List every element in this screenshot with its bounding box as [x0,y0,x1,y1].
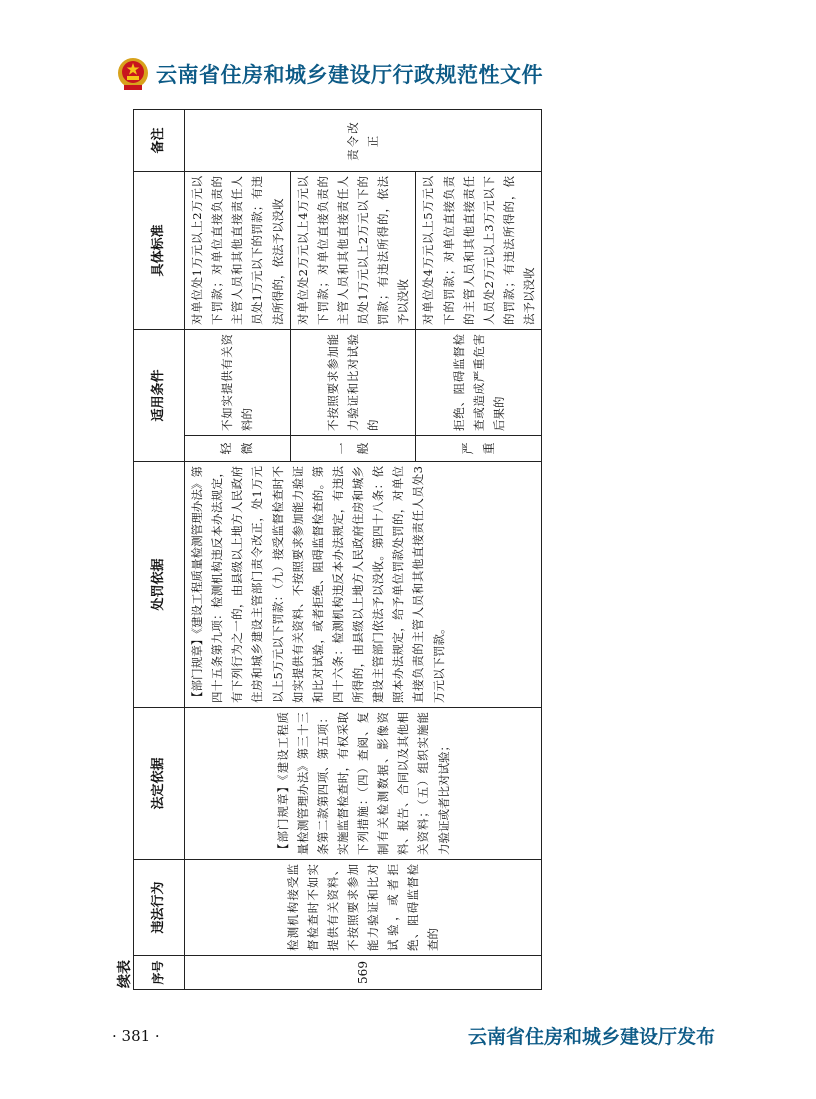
col-header-seq: 序号 [134,956,185,990]
col-header-condition: 适用条件 [134,329,185,461]
cell-condition-minor: 不如实提供有关资料的 [185,329,291,435]
col-header-act: 违法行为 [134,860,185,956]
cell-standard-minor: 对单位处1万元以上2万元以下罚款；对单位直接负责的主管人员和其他直接责任人员处1万元以下的罚款；有违法所得的，依法予以没收 [185,171,291,329]
page-number: · 381 · [112,1027,160,1045]
document-series-title: 云南省住房和城乡建设厅行政规范性文件 [156,63,543,87]
cell-penalty-basis: 【部门规章】《建设工程质量检测管理办法》第四十五条第九项：检测机构违反本办法规定，有下列行为之一的，由县级以上地方人民政府住房和城乡建设主管部门责令改正，处1万元以上5万元以下罚款：（九）接受监督检查时不如实提供有关资料、不按照要求参加能力验证和比对试验，或者拒绝、阻碍监督检查的。第四十六条：检测机构违反本办法规定，有违法所得的，由县级以上地方人民政府住房和城乡建设主管部门依法予以没收。第四十八条：依照本办法规定，给予单位罚款处罚的，对单位直接负责的主管人员和其他直接责任人员处3万元以下罚款。 [185,462,542,708]
cell-degree-general: 一般 [290,436,416,462]
col-header-standard: 具体标准 [134,171,185,329]
table-row [185,109,291,989]
cell-remark: 责令改正 [185,109,542,171]
table-header-row [134,109,185,989]
cell-condition-general: 不按照要求参加能力验证和比对试验的 [290,329,416,435]
cell-degree-minor: 轻微 [185,436,291,462]
cell-standard-serious: 对单位处4万元以上5万元以下的罚款；对单位直接负责的主管人员和其他直接责任人员处2万元以上3万元以下的罚款；有违法所得的，依法予以没收 [416,171,542,329]
col-header-penalty: 处罚依据 [134,462,185,708]
cell-act: 检测机构接受监督检查时不如实提供有关资料、不按照要求参加能力验证和比对试验，或者拒绝、阻碍监督检查的 [185,860,542,956]
cell-standard-general: 对单位处2万元以上4万元以下罚款；对单位直接负责的主管人员和其他直接责任人员处1万元以上2万元以下的罚款；有违法所得的，依法予以没收 [290,171,416,329]
continued-label: 续表 [117,960,133,988]
penalty-table [133,109,542,990]
cell-seq: 569 [185,956,542,990]
col-header-remark: 备注 [134,109,185,171]
cell-degree-serious: 严重 [416,436,542,462]
national-emblem-icon [116,56,150,92]
cell-legal-basis: 【部门规章】《建设工程质量检测管理办法》第三十三条第二款第四项、第五项：实施监督检查时，有权采取下列措施：（四）查阅、复制有关检测数据、影像资料、报告、合同以及其他相关资料；（五）组织实施能力验证或者比对试验； [185,708,542,860]
publisher-footer: 云南省住房和城乡建设厅发布 [468,1026,716,1048]
page-header [116,54,543,94]
cell-condition-serious: 拒绝、阻碍监督检查或造成严重危害后果的 [416,329,542,435]
rotated-table-area [113,110,536,990]
col-header-legal: 法定依据 [134,708,185,860]
